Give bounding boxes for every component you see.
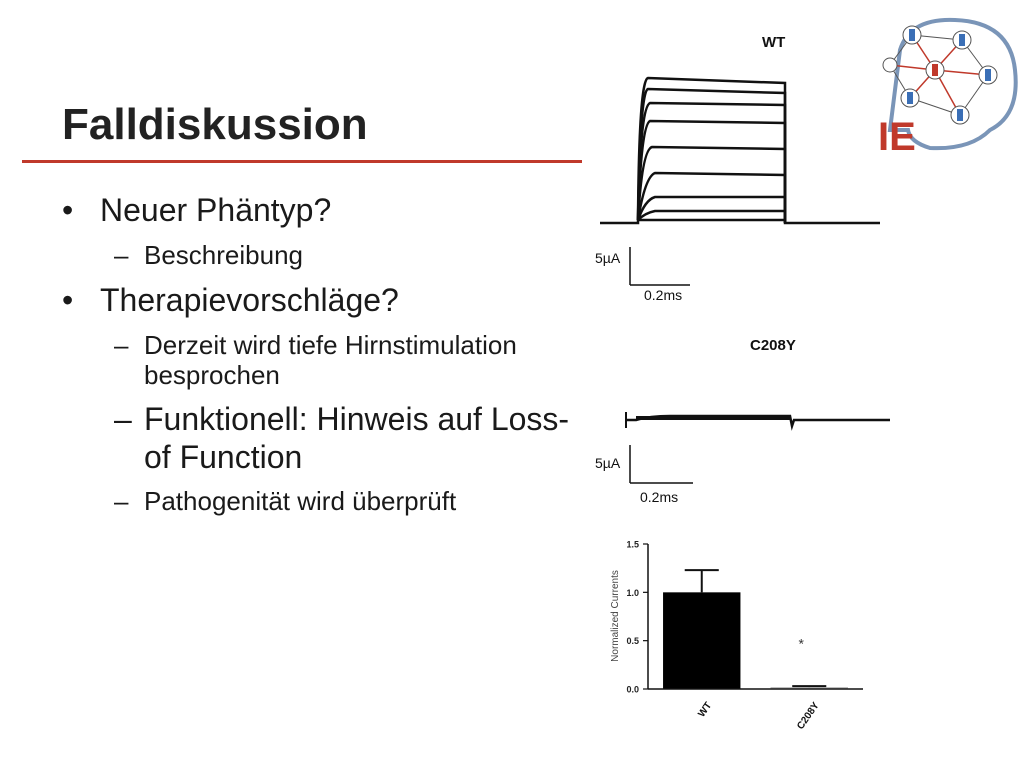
slide-title: Falldiskussion: [62, 100, 368, 149]
wt-scale-y-label: 5µA: [595, 250, 621, 266]
bullet-pathogenitaet: – Pathogenität wird überprüft: [62, 486, 582, 516]
brain-network-logo: [870, 10, 1024, 160]
wt-trace-label: WT: [762, 34, 786, 51]
logo-text: IE: [878, 115, 916, 159]
c208y-trace-figure: [590, 330, 900, 510]
wt-scale-x-label: 0.2ms: [644, 287, 683, 303]
c208y-trace-label: C208Y: [750, 337, 796, 354]
normalized-currents-chart: [598, 530, 878, 745]
bullet-list: [62, 190, 582, 526]
wt-trace-figure: [590, 25, 890, 310]
chart-bar-wt: [663, 592, 740, 689]
bullet-tiefe-hirnstimulation: – Derzeit wird tiefe Hirnstimulation besprochen: [62, 330, 582, 390]
title-underline: [22, 160, 582, 163]
chart-x-label: C208Y: [795, 700, 822, 732]
c208y-scale-y-label: 5µA: [595, 455, 621, 471]
chart-y-tick-label: 1.0: [626, 587, 639, 598]
chart-y-tick-label: 0.5: [626, 636, 639, 647]
c208y-current-trace: [626, 412, 890, 428]
c208y-scale-x-label: 0.2ms: [640, 489, 679, 505]
chart-significance-annotation: *: [798, 635, 804, 652]
wt-current-traces: [600, 78, 880, 223]
bullet-loss-of-function: – Funktionell: Hinweis auf Loss-of Function: [62, 400, 582, 476]
chart-y-tick-label: 0.0: [626, 684, 639, 695]
chart-y-axis-label: Normalized Currents: [610, 570, 621, 662]
bullet-beschreibung: – Beschreibung: [62, 240, 582, 270]
bullet-neuer-phaentyp: • Neuer Phäntyp?: [62, 190, 582, 230]
chart-y-tick-label: 1.5: [626, 539, 639, 550]
bullet-therapievorschlaege: • Therapievorschläge?: [62, 280, 582, 320]
chart-x-label: WT: [696, 700, 715, 720]
